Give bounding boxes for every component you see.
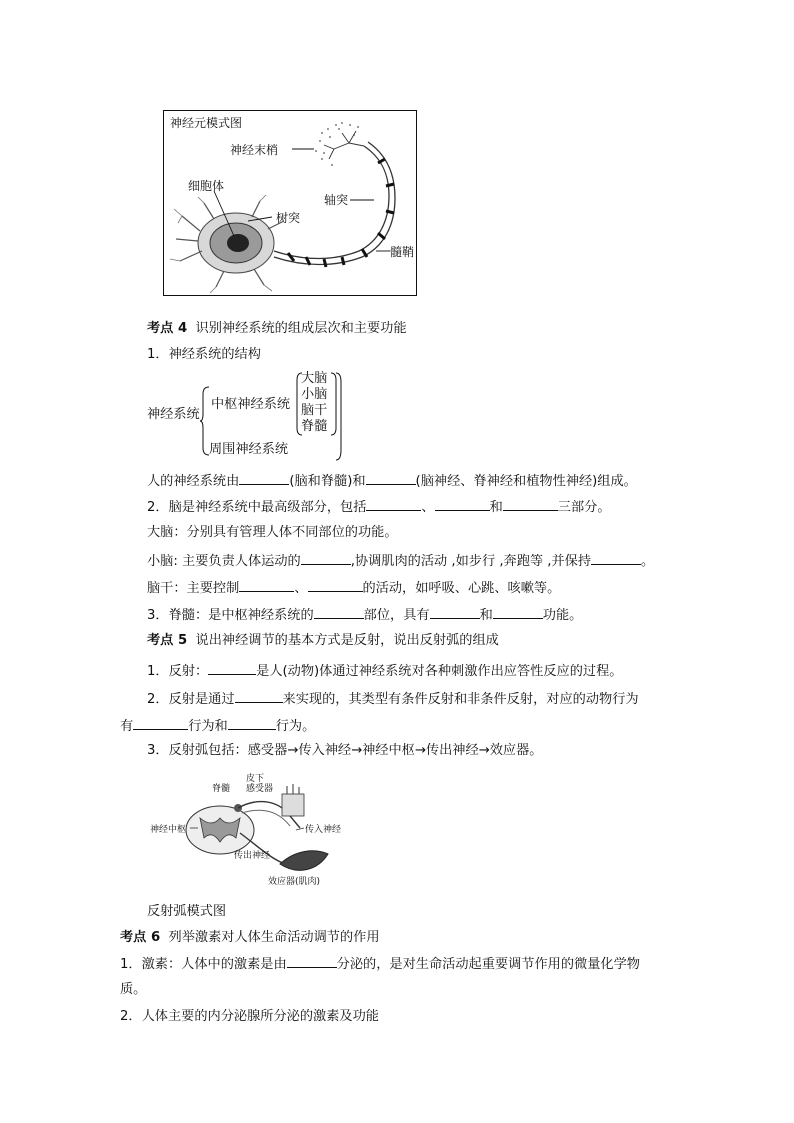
neuron-title: 神经元模式图 (170, 116, 243, 130)
label-efferent: 传出神经 (234, 851, 271, 861)
cell-body-shape (170, 195, 284, 293)
kd6-title: 列举激素对人体生命活动调节的作用 (168, 930, 380, 945)
blank[interactable] (228, 716, 276, 730)
blank[interactable] (435, 497, 490, 511)
blank[interactable] (239, 471, 289, 485)
kd4-s1-title: 1．神经系统的结构 (147, 347, 261, 362)
kd4-tag: 考点 4 (147, 321, 188, 336)
reflex-arc-figure (150, 774, 370, 888)
reflex-arc-caption: 反射弧模式图 (147, 904, 227, 919)
kd4-title: 识别神经系统的组成层次和主要功能 (195, 321, 407, 336)
label-terminal: 神经末梢 (230, 143, 279, 157)
label-cell-body: 细胞体 (188, 179, 225, 193)
tree-central: 中枢神经系统 (211, 397, 291, 412)
blank[interactable] (493, 605, 543, 619)
kd6-line-a: 1．激素：人体中的激素是由 分泌的，是对生命活动起重要调节作用的微量化学物 (120, 954, 640, 974)
terminal-shape (324, 131, 364, 159)
blank[interactable] (503, 497, 558, 511)
kd6-line-b: 质。 (120, 982, 147, 997)
kd5-line-b: 2．反射是通过 来实现的，其类型有条件反射和非条件反射，对应的动物行为 (147, 689, 639, 709)
blank[interactable] (308, 578, 363, 592)
tree-peripheral: 周围神经系统 (209, 442, 289, 457)
kd5-heading (147, 632, 499, 650)
tree-root: 神经系统 (147, 407, 200, 422)
neuron-diagram (163, 110, 417, 296)
brace-right (330, 372, 344, 462)
kd4-line-d: 小脑: 主要负责人体运动的 ,协调肌肉的活动 ,如步行 ,奔跑等 ,并保持 。 (147, 551, 654, 571)
label-myelin: 髓鞘 (390, 245, 415, 259)
kd4-line-c: 大脑：分别具有管理人体不同部位的功能。 (147, 525, 398, 540)
label-center: 神经中枢 (150, 825, 187, 835)
kd5-line-c: 有 行为和 行为。 (120, 716, 315, 736)
kd4-line-e: 脑干：主要控制 、 的活动，如呼吸、心跳、咳嗽等。 (147, 578, 560, 598)
kd5-tag: 考点 5 (147, 633, 188, 648)
kd4-line-b: 2．脑是神经系统中最高级部分，包括 、 和 三部分。 (147, 497, 611, 517)
label-spinal: 脊髓 (212, 784, 231, 794)
kd6-heading (120, 929, 380, 947)
blank[interactable] (133, 716, 188, 730)
kd5-line-d: 3．反射弧包括：感受器→传入神经→神经中枢→传出神经→效应器。 (147, 743, 543, 758)
label-axon: 轴突 (324, 193, 349, 207)
blank[interactable] (235, 689, 283, 703)
blank[interactable] (239, 578, 294, 592)
kd5-line-a: 1．反射： 是人(动物)体通过神经系统对各种刺激作出应答性反应的过程。 (147, 661, 623, 681)
kd4-heading (147, 320, 407, 338)
kd6-line-c: 2．人体主要的内分泌腺所分泌的激素及功能 (120, 1009, 379, 1024)
blank[interactable] (430, 605, 480, 619)
kd4-line-f: 3．脊髓：是中枢神经系统的 部位，具有 和 功能。 (147, 605, 582, 625)
kd4-line-a: 人的神经系统由 (脑和脊髓)和 (脑神经、脊神经和植物性神经)组成。 (147, 471, 637, 491)
label-dendrite: 树突 (276, 211, 301, 225)
blank[interactable] (287, 954, 337, 968)
tree-part-3: 脑干 (301, 403, 328, 418)
neuron-illustration (164, 111, 416, 295)
label-afferent: 传入神经 (305, 825, 342, 835)
blank[interactable] (314, 605, 364, 619)
blank[interactable] (301, 551, 351, 565)
tree-part-1: 大脑 (301, 371, 328, 386)
tree-part-4: 脊髓 (301, 419, 328, 434)
blank[interactable] (591, 551, 641, 565)
blank[interactable] (208, 661, 256, 675)
kd5-title: 说出神经调节的基本方式是反射，说出反射弧的组成 (195, 633, 499, 648)
tree-part-2: 小脑 (301, 387, 328, 402)
label-receptor: 皮下 感受器 (246, 774, 274, 794)
label-effector: 效应器(肌肉) (268, 877, 321, 887)
blank[interactable] (366, 471, 416, 485)
blank[interactable] (366, 497, 421, 511)
kd6-tag: 考点 6 (120, 930, 161, 945)
